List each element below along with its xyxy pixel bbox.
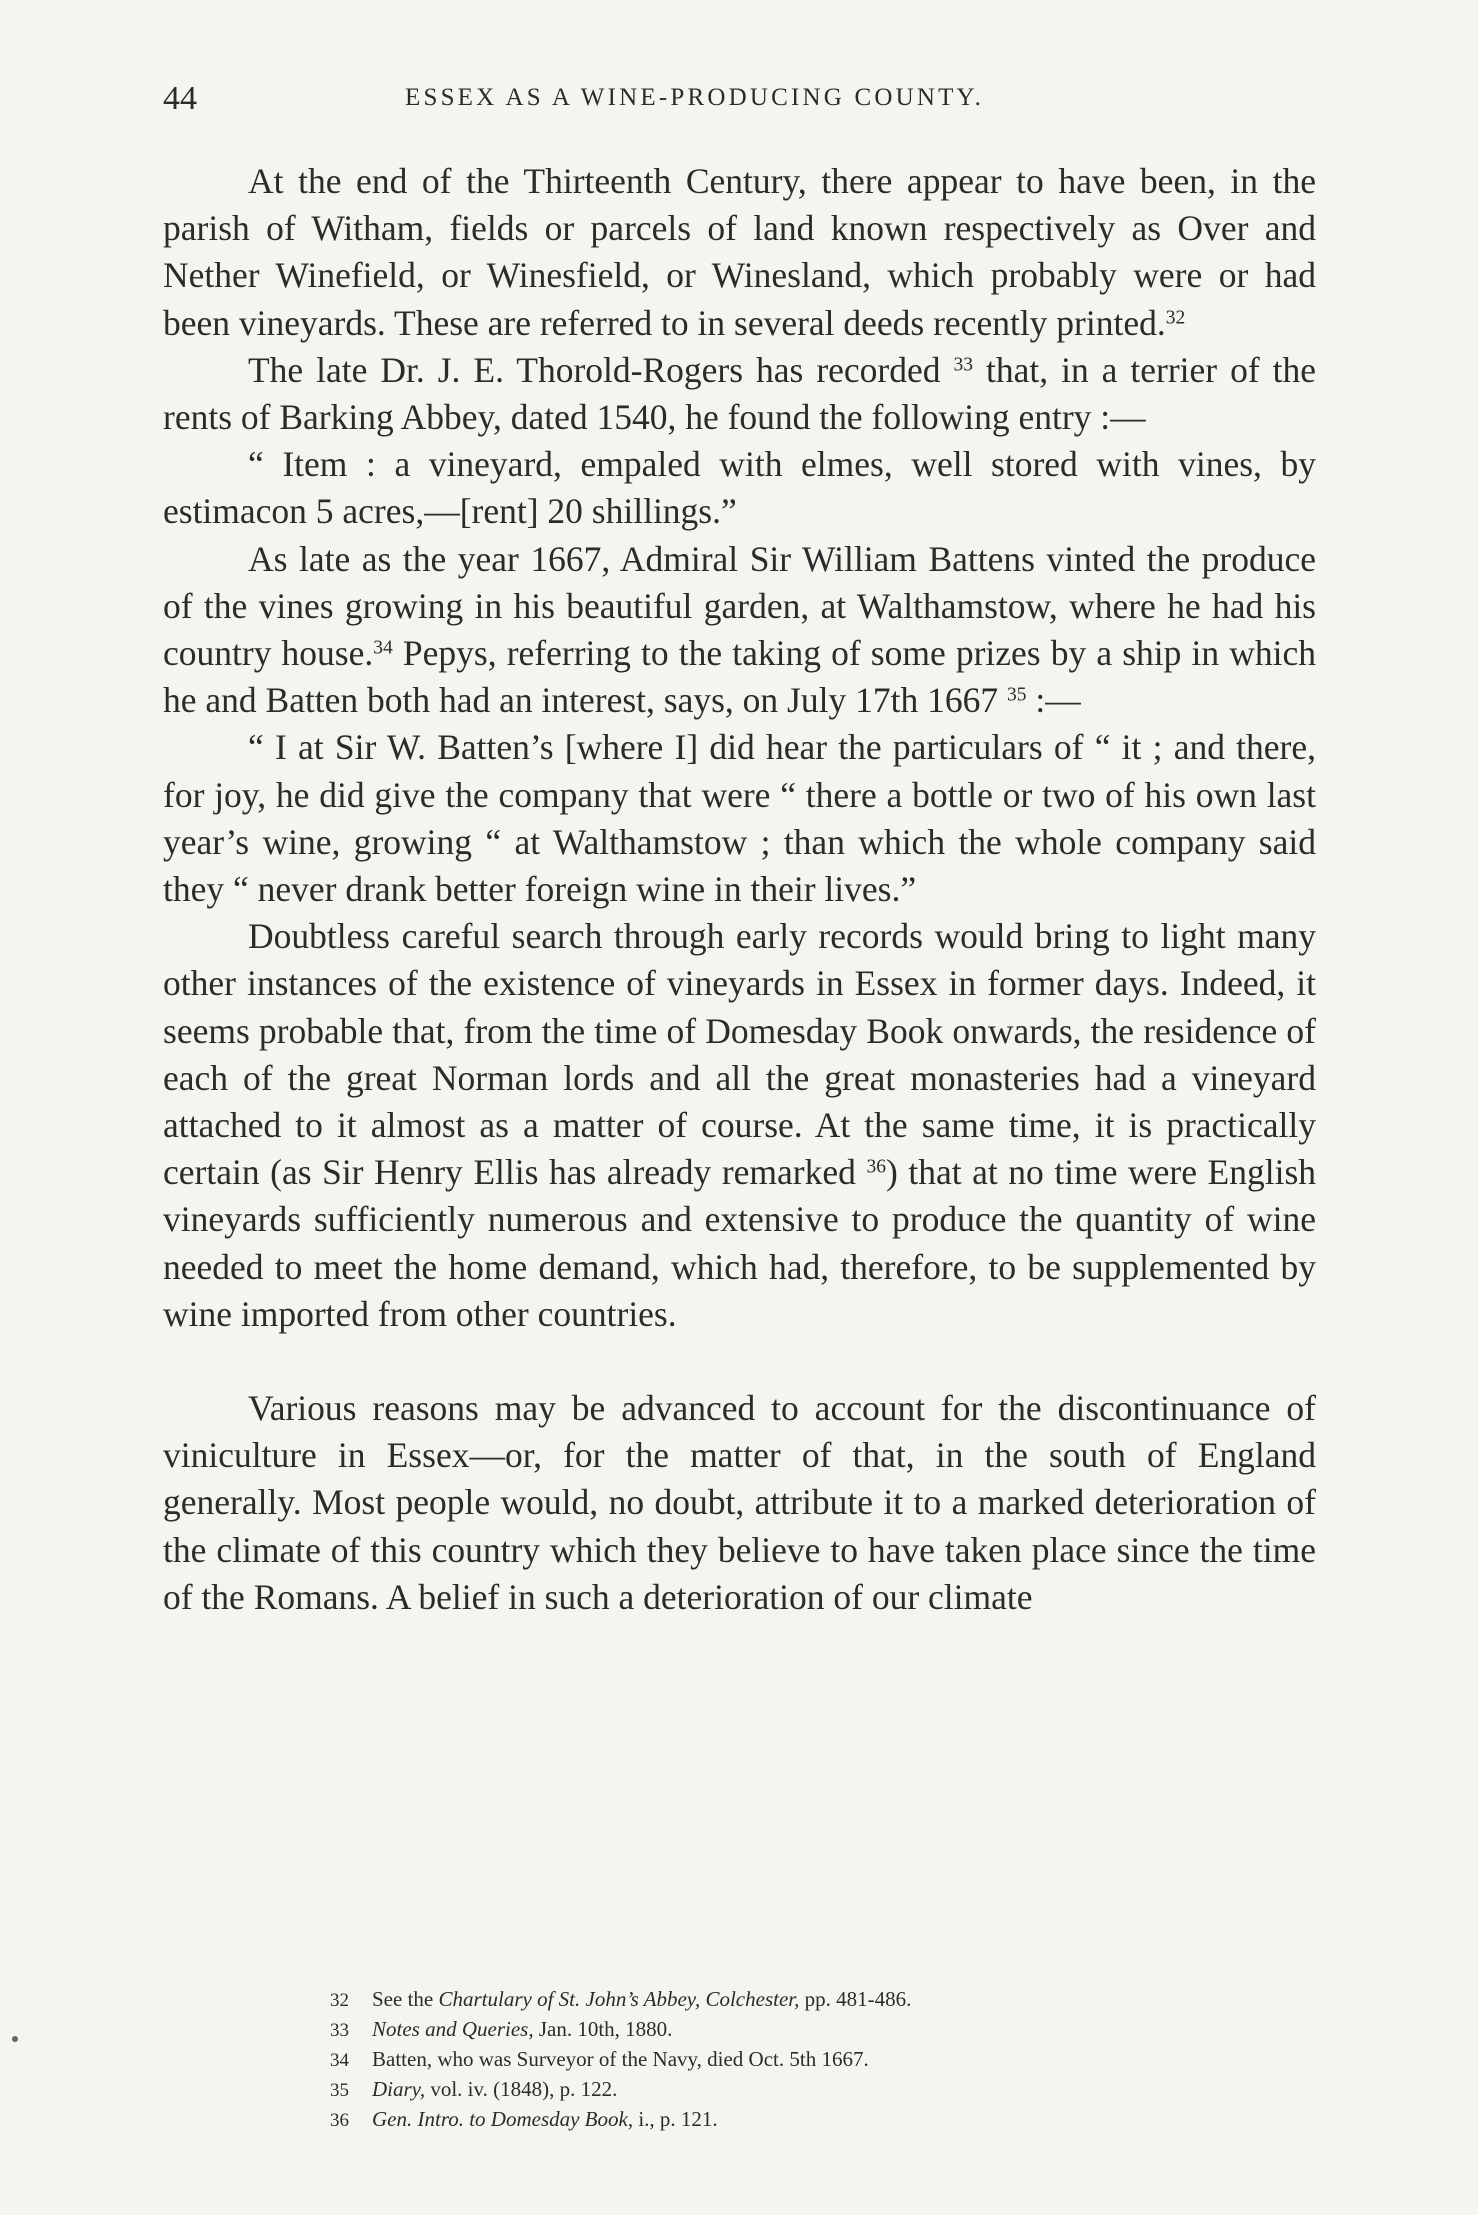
footnote-ref-33: 33 — [953, 354, 974, 376]
footnotes — [330, 1985, 1230, 2135]
footnote-ref-34: 34 — [373, 637, 393, 659]
quote-vineyard-entry: “ Item : a vineyard, empaled with elmes, well stored with vines, by estimacon 5 acres,—[rent] 20 shillings.” — [163, 444, 1316, 532]
footnote-33: 33 Notes and Queries, Jan. 10th, 1880. — [330, 2017, 673, 2041]
footnote-ref-36: 36 — [866, 1156, 886, 1178]
ink-speck — [12, 2036, 18, 2042]
footnote-ref-35: 35 — [1006, 684, 1027, 706]
footnote-ref-32: 32 — [1165, 306, 1186, 328]
paragraph-barking-abbey: The late Dr. J. E. Thorold-Rogers has recorded $^{33}$ that, in a terrier of the rents of Barking Abbey, dated 1540, he found the following entry :— — [163, 349, 1317, 438]
paragraph-witham: At the end of the Thirteenth Century, there appear to have been, in the parish of Witham, fields or parcels of land known respectively as Over and Nether Winefield, or Winesfield, or Winesland, which probably were or had been vineyards. These are referred to in several deeds recently printed.$^{32}$ — [163, 161, 1316, 343]
footnote-35: 35 Diary, vol. iv. (1848), p. 122. — [330, 2077, 618, 2101]
paragraph-battens: As late as the year 1667, Admiral Sir William Battens vinted the produce of the vines growing in his beautiful garden, at Walthamstow, where he had his country house.$^{34}$ Pepys, referring to the taking of some prizes by a ship in which he and Batten both had an interest, says, on July 17th 1667 $^{35}$ :— — [163, 538, 1316, 721]
footnote-32: 32 See the Chartulary of St. John’s Abbey, Colchester, pp. 481-486. — [330, 1987, 912, 2011]
body-text — [163, 158, 1316, 1621]
quote-pepys: “ I at Sir W. Batten’s [where I] did hear the particulars of “ it ; and there, for joy, he did give the company that were “ there a bottle or two of his own last year’s wine, growing “ at Walthamstow ; than which the whole company said they “ never drank better foreign wine in their lives.” — [163, 727, 1316, 910]
running-head — [163, 80, 1327, 120]
page-number: 44 — [163, 80, 197, 117]
footnote-36: 36 Gen. Intro. to Domesday Book, i., p. 121. — [330, 2107, 718, 2131]
paragraph-discontinuance: Various reasons may be advanced to account for the discontinuance of viniculture in Essex—or, for the matter of that, in the south of England generally. Most people would, no doubt, attribute it to a marked deterioration of the climate of this country which they believe to have taken place since the time of the Romans. A belief in such a deterioration of our climate — [163, 1388, 1316, 1617]
running-title: ESSEX AS A WINE-PRODUCING COUNTY. — [405, 84, 985, 111]
footnote-34: 34 Batten, who was Surveyor of the Navy, died Oct. 5th 1667. — [330, 2047, 869, 2071]
paragraph-domesday: Doubtless careful search through early records would bring to light many other instances of the existence of vineyards in Essex in former days. Indeed, it seems probable that, from the time of Domesday Book onwards, the residence of each of the great Norman lords and all the great monasteries had a vineyard attached to it almost as a matter of course. At the same time, it is practically certain (as Sir Henry Ellis has already remarked $^{36}$) that at no time were English vineyards sufficiently numerous and extensive to produce the quantity of wine needed to meet the home demand, which had, therefore, to be supplemented by wine imported from other countries. — [163, 916, 1317, 1334]
